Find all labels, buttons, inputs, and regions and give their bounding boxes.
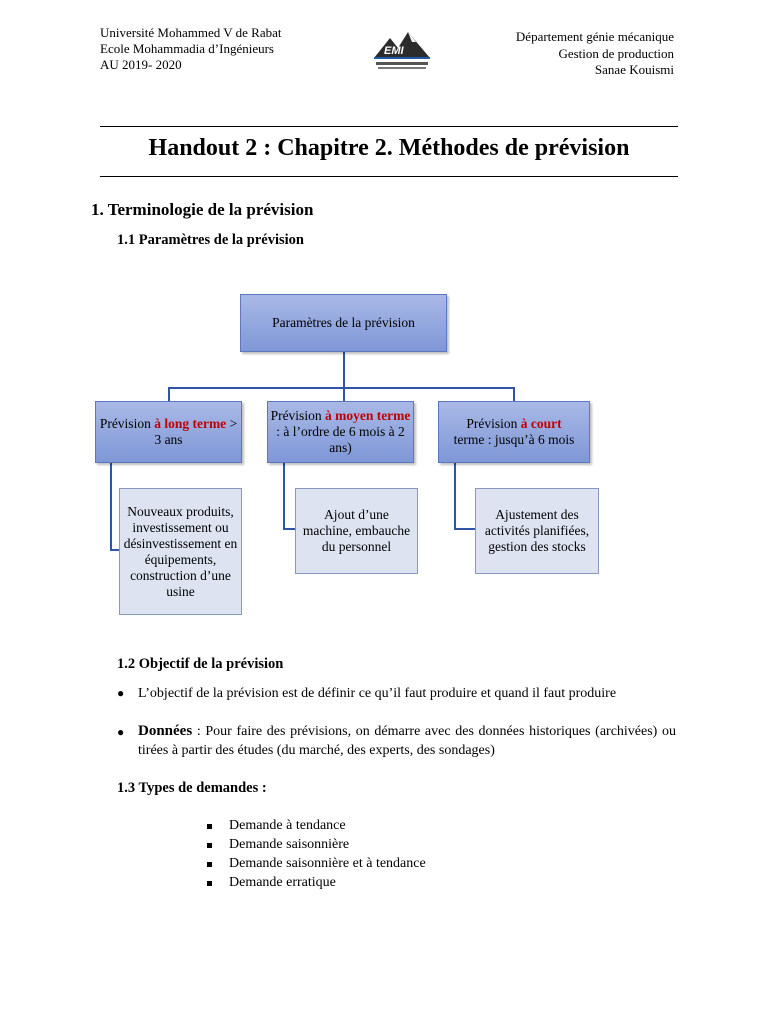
moyen-detail-connector-v [283,462,285,530]
long-highlight: à long terme [154,416,227,431]
court-connector [513,387,515,402]
root-connector [343,352,345,388]
short-term-detail-box [475,488,599,574]
medium-term-detail-box [295,488,418,574]
short-term-box [438,401,590,463]
long-detail: Nouveaux produits, investissement ou désinvestissement en équipements, construction d’une usine [123,503,238,599]
title-bottom-rule [100,176,678,177]
header-department [516,29,674,79]
court-detail-connector-h [454,528,476,530]
long-prefix: Prévision [99,416,155,431]
data-label: Données [138,723,193,739]
root-box [240,294,447,352]
moyen-connector [343,387,345,402]
header-institution [100,25,282,73]
long-suffix: > 3 ans [154,416,238,447]
title-top-rule [100,126,678,127]
department-name: Département génie mécanique [515,29,674,44]
emi-logo [368,24,440,74]
court-highlight: à court [520,416,562,431]
author-name: Sanae Kouismi [594,62,674,77]
page-title: Handout 2 : Chapitre 2. Méthodes de prévision [148,135,630,161]
bullet-dot: ● [117,725,125,739]
root-label: Paramètres de la prévision [272,315,415,330]
square-bullet [207,881,212,886]
data-text: : Pour faire des prévisions, on démarre avec des données historiques (archivées) ou tirées à partir des études (du marché, des experts, des sondages) [138,724,676,758]
academic-year: AU 2019- 2020 [100,57,182,72]
square-bullet [207,843,212,848]
school-name: Ecole Mohammadia d’Ingénieurs [100,41,274,56]
square-bullet [207,862,212,867]
court-suffix: terme : jusqu’à 6 mois [453,432,575,447]
square-bullet [207,824,212,829]
branch-connector [168,387,514,389]
moyen-detail-connector-h [283,528,295,530]
logo-text: EMI [384,45,404,57]
long-detail-connector-v [110,462,112,551]
section-1-2-heading: 1.2 Objectif de la prévision [117,656,284,672]
bullet-dot: ● [117,686,125,700]
demand-type-item: Demande à tendance [229,818,346,833]
section-1-3-heading: 1.3 Types de demandes : [117,780,267,796]
section-1-1-heading: 1.1 Paramètres de la prévision [117,232,304,248]
court-detail-connector-v [454,462,456,530]
data-paragraph [138,722,676,760]
demand-type-item: Demande saisonnière et à tendance [229,856,426,871]
moyen-highlight: à moyen terme [324,408,411,423]
court-detail: Ajustement des activités planifiées, gestion des stocks [484,507,590,554]
objective-text: L’objectif de la prévision est de définir ce qu’il faut produire et quand il faut produire [138,686,617,701]
moyen-prefix: Prévision [270,408,325,423]
medium-term-box [267,401,414,463]
long-connector [168,387,170,402]
section-1-heading: 1. Terminologie de la prévision [91,200,314,219]
long-term-box [95,401,242,463]
moyen-detail: Ajout d’une machine, embauche du personnel [302,507,411,554]
objective-paragraph [138,684,676,703]
course-name: Gestion de production [558,45,674,61]
university-name: Université Mohammed V de Rabat [100,25,282,40]
demand-type-item: Demande erratique [229,875,336,890]
demand-type-item: Demande saisonnière [229,837,350,852]
court-prefix: Prévision [466,416,521,431]
moyen-suffix: : à l’ordre de 6 mois à 2 ans) [276,424,405,455]
long-term-detail-box [119,488,242,615]
